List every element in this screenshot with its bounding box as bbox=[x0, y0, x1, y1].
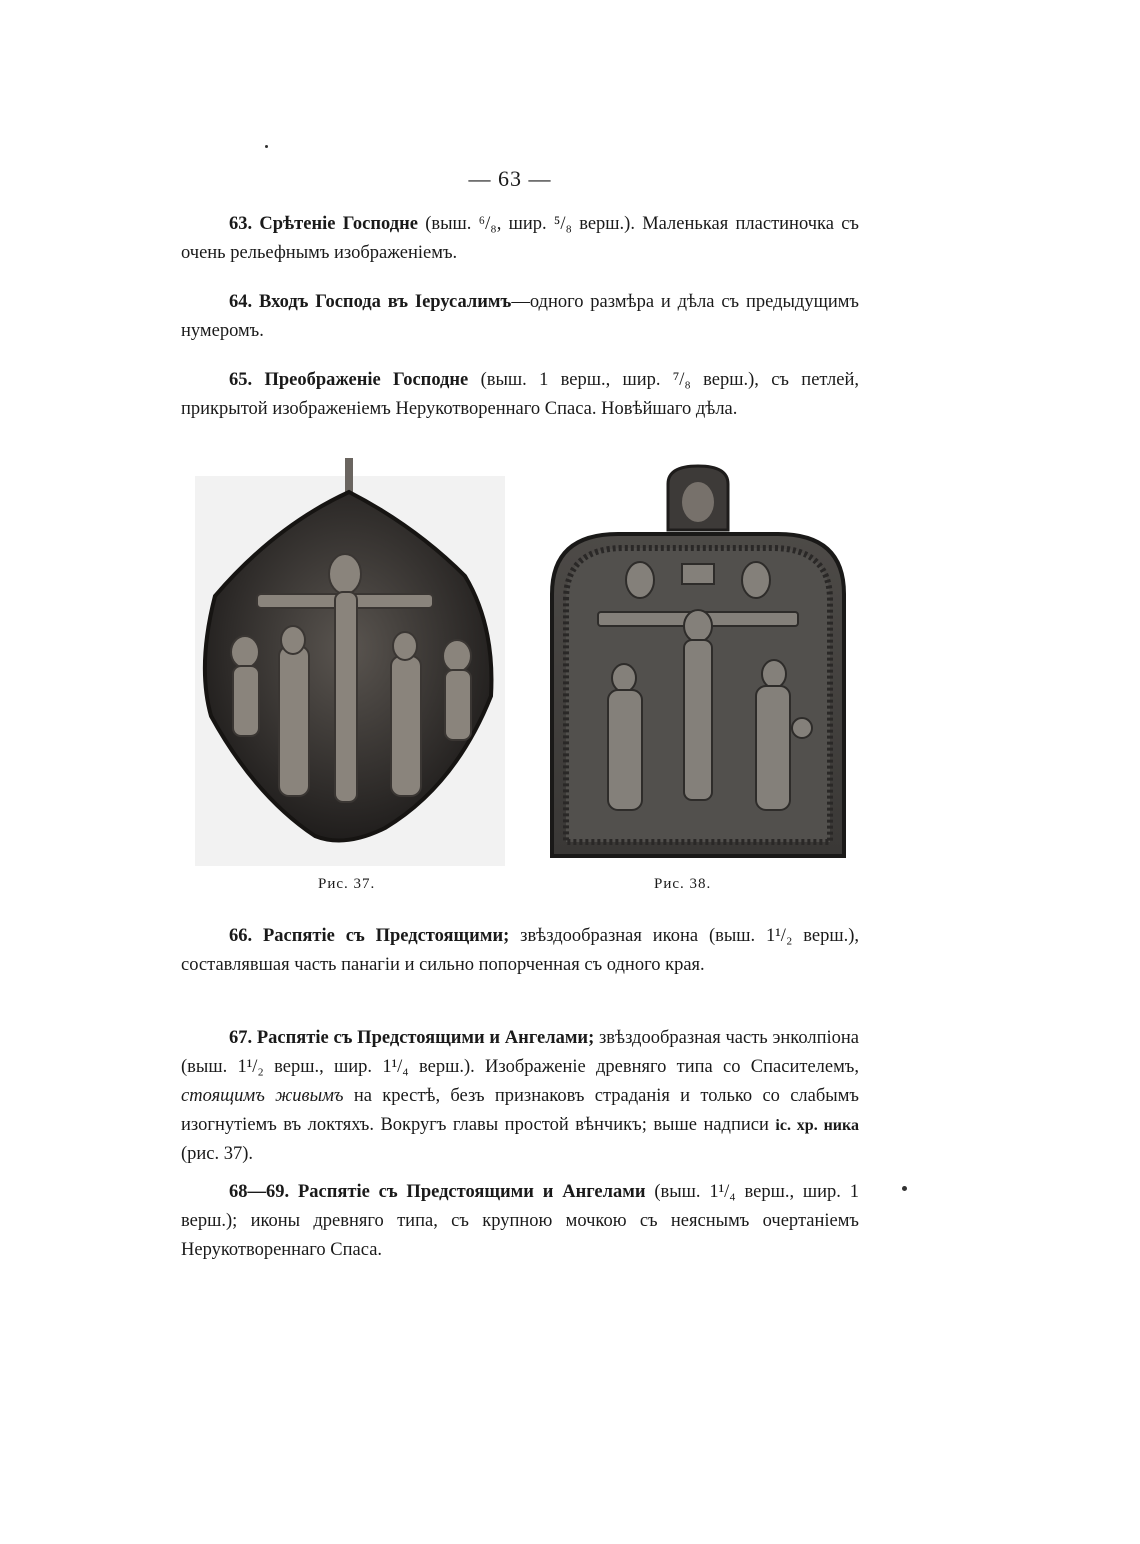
entry-text: —одного размѣра и дѣла съ предыдущимъ нумеромъ. bbox=[181, 292, 860, 341]
entry-number: 68—69. bbox=[229, 1182, 290, 1202]
entry-title: Преображеніе Господне bbox=[264, 370, 469, 390]
entry-text: (выш. 1 верш., шир. ⁷/₈ верш.), съ петлей, прикрытой изображеніемъ Нерукотвореннаго Спаса. Новѣйшаго дѣла. bbox=[181, 370, 860, 419]
entry-number: 67. bbox=[229, 1028, 253, 1048]
entry-65 bbox=[181, 366, 859, 424]
figure-37-caption: Рис. 37. bbox=[318, 876, 376, 892]
entry-title: Срѣтеніе Господне bbox=[259, 214, 418, 234]
entry-title: Распятіе съ Предстоящими; bbox=[263, 926, 510, 946]
entry-64 bbox=[181, 288, 859, 346]
entry-67 bbox=[181, 1024, 859, 1169]
entry-text: на крестѣ, безъ признаковъ страданія и только со слабымъ изогнутіемъ въ локтяхъ. Вокругъ главы простой вѣнчикъ; выше надписи bbox=[181, 1086, 859, 1135]
rhomboid-crucifixion-icon bbox=[195, 456, 505, 866]
entry-number: 65. bbox=[229, 370, 253, 390]
slavonic-inscription: іс. хр. ника bbox=[775, 1117, 859, 1134]
entry-text: (выш. ⁶/₈, шир. ⁵/₈ верш.). Маленькая пластиночка съ очень рельефнымъ изображеніемъ. bbox=[181, 214, 859, 263]
entry-number: 66. bbox=[229, 926, 253, 946]
entry-title: Распятіе съ Предстоящими и Ангелами; bbox=[256, 1028, 595, 1048]
page-number: — 63 — bbox=[468, 166, 552, 191]
rectangular-crucifixion-icon bbox=[548, 464, 848, 860]
entry-63 bbox=[181, 210, 859, 268]
entry-number: 63. bbox=[229, 214, 253, 234]
entry-number: 64. bbox=[229, 292, 253, 312]
entry-text: (рис. 37). bbox=[181, 1144, 254, 1164]
figure-38-caption: Рис. 38. bbox=[654, 876, 712, 892]
entry-italic-text: стоящимъ живымъ bbox=[181, 1086, 344, 1106]
figure-38-image bbox=[548, 464, 848, 860]
print-speck bbox=[902, 1186, 907, 1191]
entry-text: (выш. 1¹/₄ верш., шир. 1 верш.); иконы древняго типа, съ крупною мочкою съ неяснымъ очертаніемъ Нерукотвореннаго Спаса. bbox=[181, 1182, 859, 1260]
entry-68-69 bbox=[181, 1178, 859, 1265]
entry-text: звѣздообразная часть энколпіона (выш. 1¹/₂ верш., шир. 1¹/₄ верш.). Изображеніе древняго типа со Спасителемъ, bbox=[181, 1028, 859, 1077]
print-speck bbox=[265, 145, 268, 148]
entry-title: Распятіе съ Предстоящими и Ангелами bbox=[297, 1182, 646, 1202]
figure-37-image bbox=[195, 456, 505, 866]
entry-text: звѣздообразная икона (выш. 1¹/₂ верш.), составлявшая часть панагіи и сильно попорченная съ одного края. bbox=[181, 926, 860, 975]
entry-66 bbox=[181, 922, 859, 980]
entry-title: Входъ Господа въ Іерусалимъ bbox=[258, 292, 512, 312]
